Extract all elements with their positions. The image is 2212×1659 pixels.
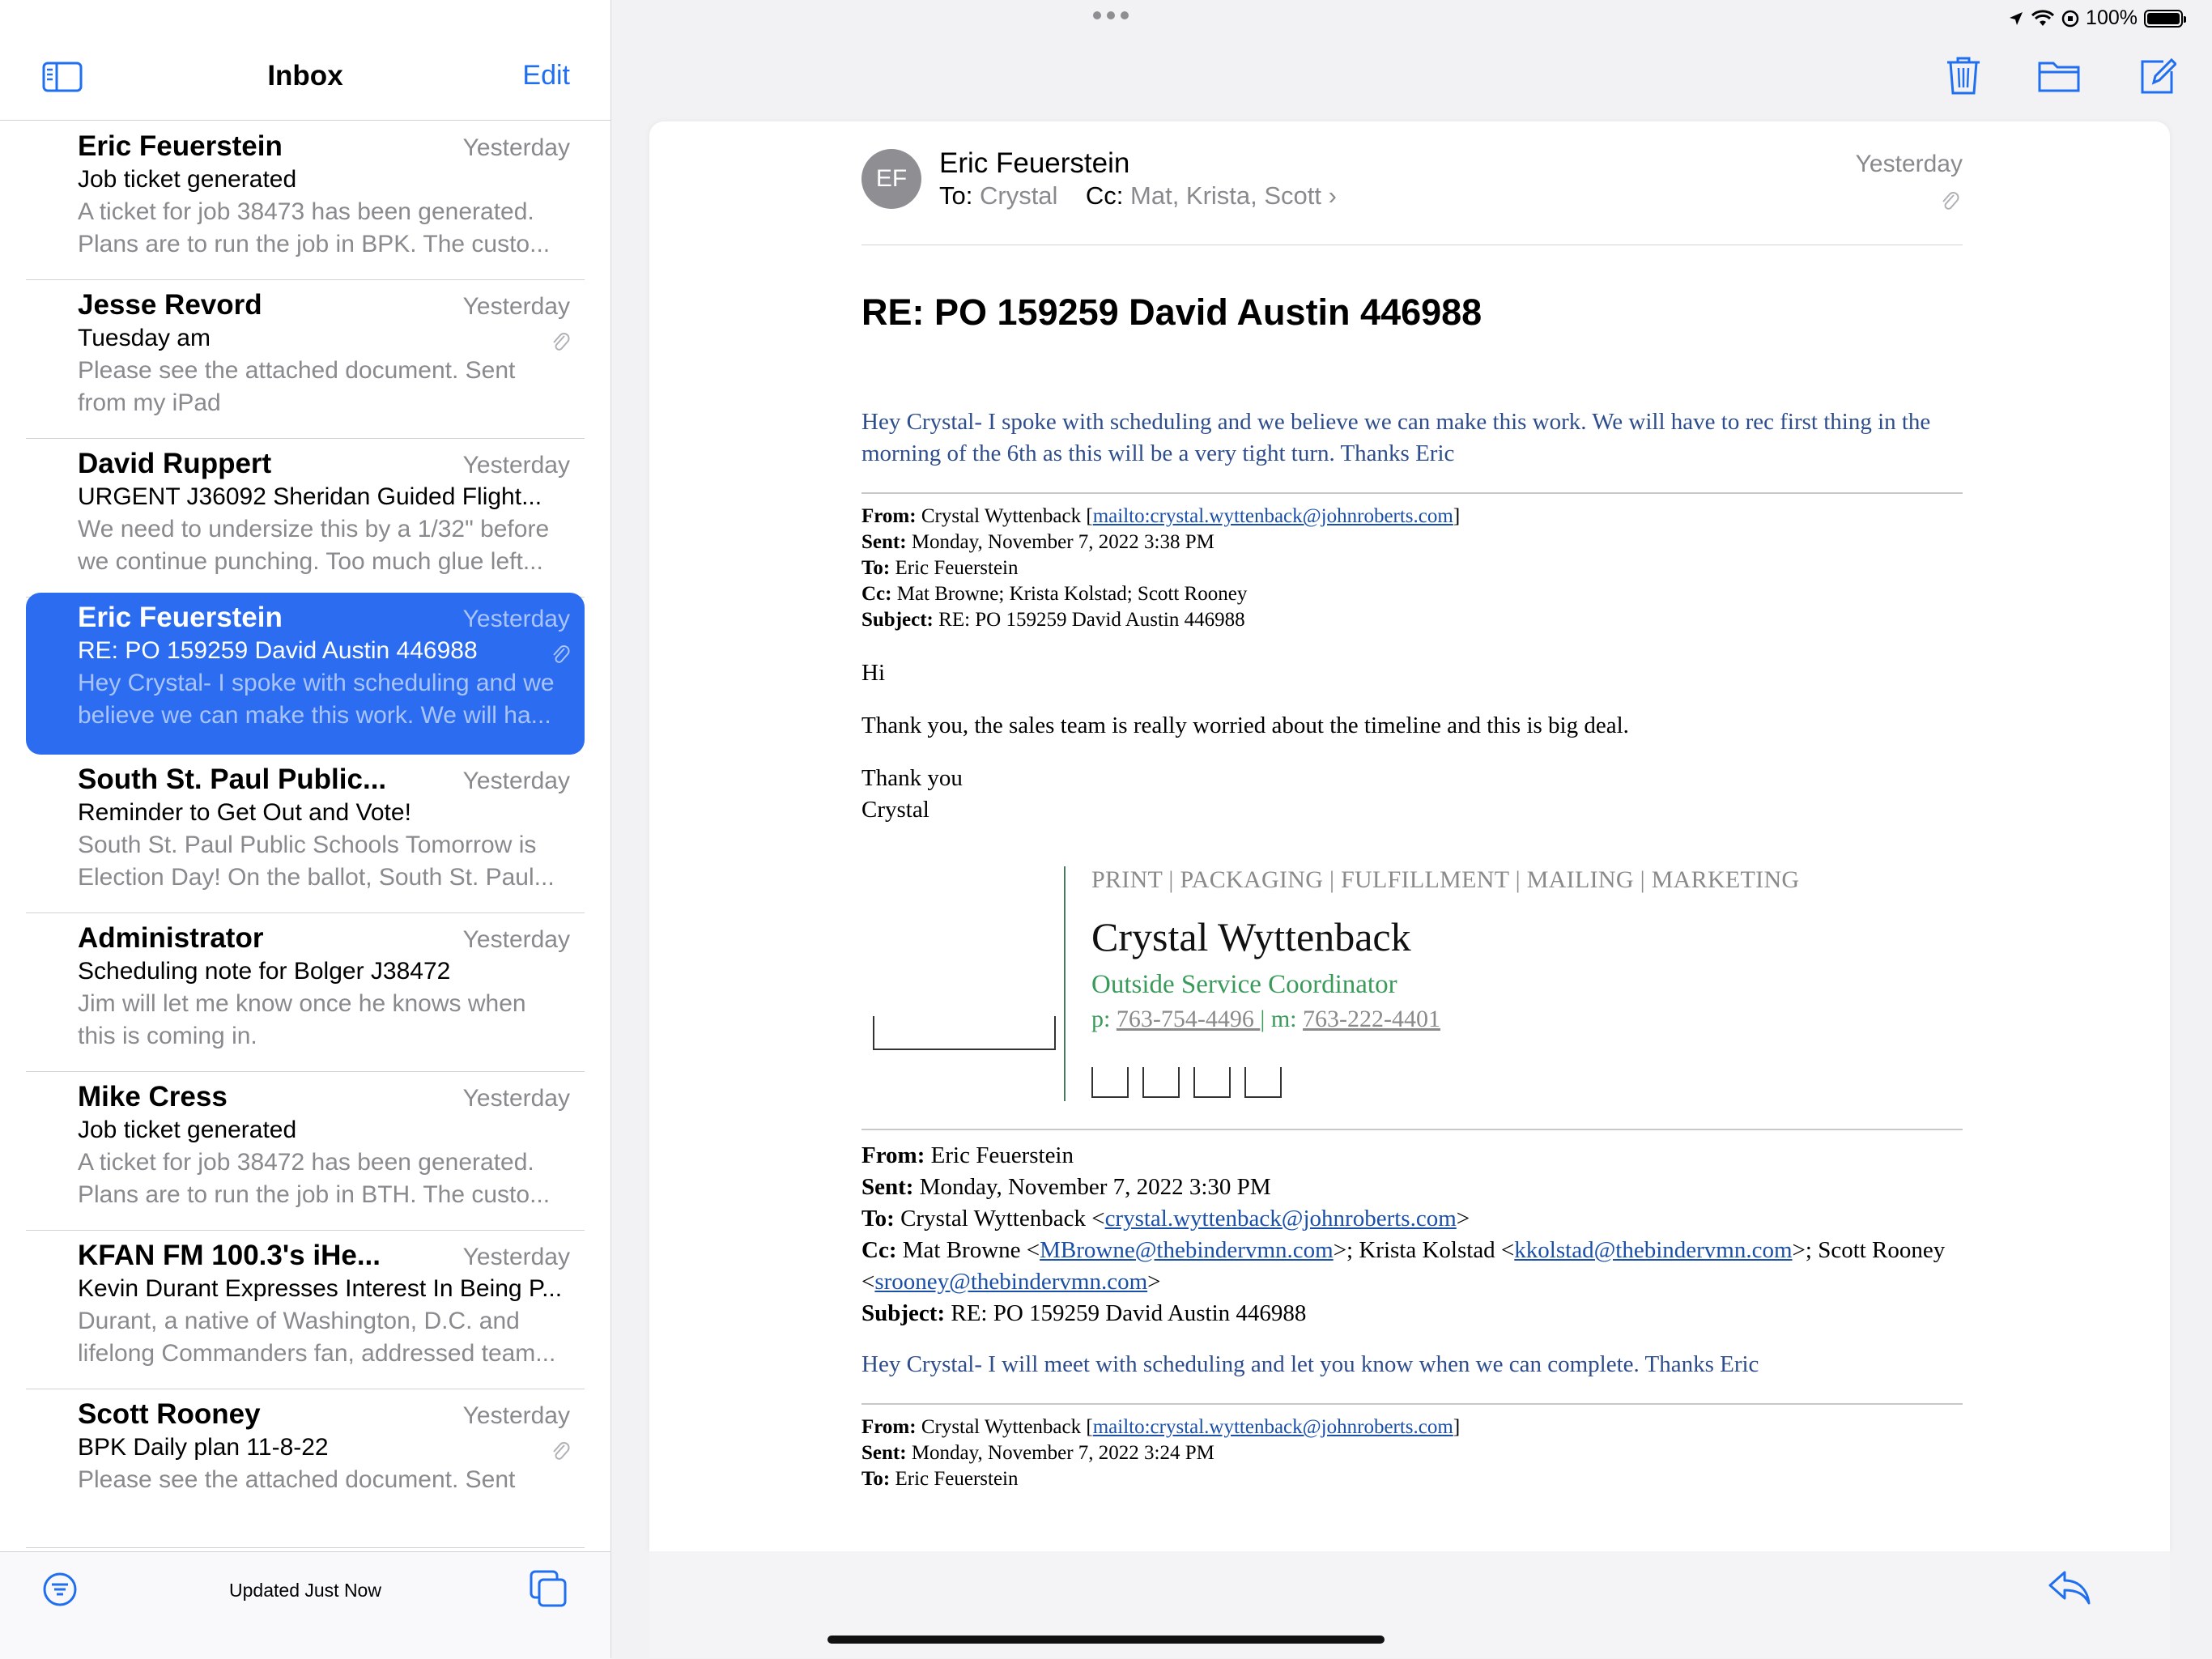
- quoted-header-1: From: Crystal Wyttenback [mailto:crystal.wyttenback@johnroberts.com] Sent: Monday, November 7, 2022 3:38 PM To: Eric Feuerstein Cc: Mat Browne; Krista Kolstad; Scott Rooney Subject: RE: PO 159259 David Austin 446988: [861, 505, 1461, 631]
- location-icon: [2008, 11, 2024, 27]
- message-preview: South St. Paul Public Schools Tomorrow is Election Day! On the ballot, South St. Paul...: [78, 832, 555, 891]
- stack-icon[interactable]: [528, 1568, 568, 1609]
- status-indicators: [2008, 6, 2183, 30]
- email-link[interactable]: mailto:crystal.wyttenback@johnroberts.com: [1092, 505, 1453, 527]
- email-link[interactable]: srooney@thebindervmn.com: [874, 1269, 1148, 1295]
- divider: [861, 1403, 1963, 1405]
- message-preview: We need to undersize this by a 1/32" before we continue punching. Too much glue left...: [78, 516, 550, 575]
- mobile-link[interactable]: 763-222-4401: [1303, 1006, 1440, 1032]
- message-preview: Please see the attached document. Sent: [78, 1466, 516, 1493]
- edit-button[interactable]: Edit: [522, 60, 570, 91]
- social-icon-placeholder[interactable]: [1244, 1067, 1282, 1098]
- paperclip-icon: [551, 330, 570, 353]
- social-icon-placeholder[interactable]: [1091, 1067, 1129, 1098]
- cc-recipients: Mat, Krista, Scott: [1130, 181, 1322, 210]
- email-link[interactable]: MBrowne@thebindervmn.com: [1040, 1237, 1334, 1263]
- message-date: Yesterday: [462, 293, 570, 320]
- email-link[interactable]: kkolstad@thebindervmn.com: [1514, 1237, 1793, 1263]
- message-list-item[interactable]: [26, 1231, 585, 1389]
- sidebar-footer: [0, 1551, 610, 1659]
- message-preview: Please see the attached document. Sent from my iPad: [78, 357, 516, 416]
- message-subject: BPK Daily plan 11-8-22: [78, 1434, 329, 1461]
- message-reading-pane: [649, 121, 2170, 1551]
- email-link[interactable]: mailto:crystal.wyttenback@johnroberts.com: [1092, 1416, 1453, 1438]
- message-sender: KFAN FM 100.3's iHe...: [78, 1240, 381, 1271]
- message-sender: David Ruppert: [78, 448, 272, 479]
- phone-link[interactable]: 763-754-4496: [1116, 1006, 1261, 1032]
- trash-icon[interactable]: [1945, 55, 1982, 96]
- reply-icon[interactable]: [2047, 1568, 2092, 1608]
- wifi-icon: [2031, 10, 2055, 28]
- signoff-name: Crystal: [861, 797, 929, 823]
- avatar[interactable]: EF: [861, 149, 921, 209]
- message-date: Yesterday: [462, 452, 570, 479]
- message-subject: Scheduling note for Bolger J38472: [78, 958, 451, 985]
- message-preview: A ticket for job 38472 has been generated. Plans are to run the job in BTH. The custo...: [78, 1149, 551, 1208]
- message-subject: Job ticket generated: [78, 1117, 297, 1143]
- body-text: Thank you, the sales team is really worried about the timeline and this is big deal.: [861, 713, 1629, 738]
- signoff-text: Thank you: [861, 765, 963, 791]
- message-subject: Reminder to Get Out and Vote!: [78, 799, 411, 826]
- to-recipients: Crystal: [979, 181, 1058, 210]
- sender-name[interactable]: Eric Feuerstein: [939, 147, 1130, 179]
- to-label: To:: [939, 181, 973, 210]
- home-indicator[interactable]: [827, 1636, 1385, 1644]
- message-date: Yesterday: [462, 1244, 570, 1270]
- message-preview: Durant, a native of Washington, D.C. and lifelong Commanders fan, addressed team...: [78, 1308, 556, 1367]
- divider: [861, 492, 1963, 494]
- email-signature: [861, 866, 1963, 1125]
- reply-text: Hey Crystal- I spoke with scheduling and we believe we can make this work. We will have to rec first thing in the morning of the 6th as this will be a very tight turn. Thanks Eric: [861, 409, 1931, 466]
- update-status: Updated Just Now: [229, 1580, 381, 1601]
- social-icon-placeholder[interactable]: [1193, 1067, 1231, 1098]
- message-subject: Tuesday am: [78, 325, 211, 351]
- message-body: [861, 406, 1963, 1492]
- message-date: Yesterday: [462, 1085, 570, 1112]
- message-list-item[interactable]: [26, 1072, 585, 1231]
- quoted-header-2: From: Eric Feuerstein Sent: Monday, November 7, 2022 3:30 PM To: Crystal Wyttenback <crystal.wyttenback@johnroberts.com> Cc: Mat Browne <MBrowne@thebindervmn.com>; Krista Kolstad <kkolstad@thebindervmn.com>; Scott Rooney <srooney@thebindervmn.com> Subject: RE: PO 159259 David Austin 446988: [861, 1142, 1946, 1326]
- paperclip-icon[interactable]: [1940, 189, 1959, 212]
- message-list-item[interactable]: [26, 280, 585, 439]
- message-date: Yesterday: [462, 606, 570, 632]
- divider: [861, 1129, 1963, 1130]
- message-sender: South St. Paul Public...: [78, 764, 387, 795]
- email-link[interactable]: crystal.wyttenback@johnroberts.com: [1104, 1206, 1457, 1231]
- message-preview: A ticket for job 38473 has been generated. Plans are to run the job in BPK. The custo...: [78, 198, 551, 257]
- message-date: Yesterday: [462, 768, 570, 794]
- message-subject: URGENT J36092 Sheridan Guided Flight...: [78, 483, 542, 510]
- battery-percent: 100%: [2086, 6, 2138, 29]
- message-sender: Eric Feuerstein: [78, 602, 283, 633]
- chevron-right-icon: ›: [1328, 181, 1337, 210]
- message-list-item[interactable]: [26, 121, 585, 280]
- message-list-item[interactable]: [26, 755, 585, 913]
- signature-tagline: PRINT | PACKAGING | FULFILLMENT | MAILING | MARKETING: [1091, 866, 1800, 893]
- paperclip-icon: [551, 1440, 570, 1462]
- message-date: Yesterday: [462, 926, 570, 953]
- multitasking-dots-icon[interactable]: [1093, 11, 1129, 19]
- message-list[interactable]: [0, 121, 610, 1551]
- message-date: Yesterday: [1855, 151, 1963, 177]
- folder-icon[interactable]: [2037, 55, 2081, 96]
- orientation-lock-icon: [2061, 10, 2079, 28]
- message-list-item[interactable]: [26, 913, 585, 1072]
- signature-phones: p: 763-754-4496 | m: 763-222-4401: [1091, 1006, 1440, 1032]
- signature-divider: [1064, 866, 1066, 1101]
- quoted-header-3: From: Crystal Wyttenback [mailto:crystal.wyttenback@johnroberts.com] Sent: Monday, November 7, 2022 3:24 PM To: Eric Feuerstein: [861, 1416, 1461, 1490]
- cc-label: Cc:: [1085, 181, 1124, 210]
- compose-icon[interactable]: [2139, 55, 2176, 96]
- message-sender: Eric Feuerstein: [78, 130, 283, 162]
- message-list-item[interactable]: [26, 593, 585, 755]
- message-list-item[interactable]: [26, 1389, 585, 1548]
- message-sender: Jesse Revord: [78, 289, 262, 321]
- message-sender: Administrator: [78, 922, 264, 954]
- sidebar-header: [0, 37, 610, 121]
- greeting-text: Hi: [861, 660, 885, 686]
- message-header: [861, 147, 1963, 245]
- signature-name: Crystal Wyttenback: [1091, 914, 1411, 959]
- message-subject: RE: PO 159259 David Austin 446988: [861, 291, 1482, 333]
- recipients-line[interactable]: [939, 181, 1337, 211]
- mailbox-title: Inbox: [267, 60, 343, 91]
- paperclip-icon: [551, 643, 570, 666]
- message-date: Yesterday: [462, 134, 570, 161]
- message-sender: Scott Rooney: [78, 1398, 261, 1430]
- message-list-item[interactable]: [26, 439, 585, 598]
- signature-role: Outside Service Coordinator: [1091, 970, 1397, 999]
- social-icon-placeholder[interactable]: [1142, 1067, 1180, 1098]
- logo-placeholder: [873, 1016, 1056, 1050]
- mailbox-sidebar: [0, 0, 611, 1658]
- message-date: Yesterday: [462, 1402, 570, 1429]
- message-subject: RE: PO 159259 David Austin 446988: [78, 637, 478, 664]
- message-preview: Jim will let me know once he knows when this is coming in.: [78, 990, 526, 1049]
- message-sender: Mike Cress: [78, 1081, 228, 1112]
- quoted-reply-text: Hey Crystal- I will meet with scheduling and let you know when we can complete. Thanks Eric: [861, 1351, 1759, 1377]
- message-subject: Kevin Durant Expresses Interest In Being P...: [78, 1275, 563, 1302]
- message-preview: Hey Crystal- I spoke with scheduling and we believe we can make this work. We will ha...: [78, 670, 555, 729]
- message-subject: Job ticket generated: [78, 166, 297, 193]
- battery-icon: [2144, 10, 2183, 28]
